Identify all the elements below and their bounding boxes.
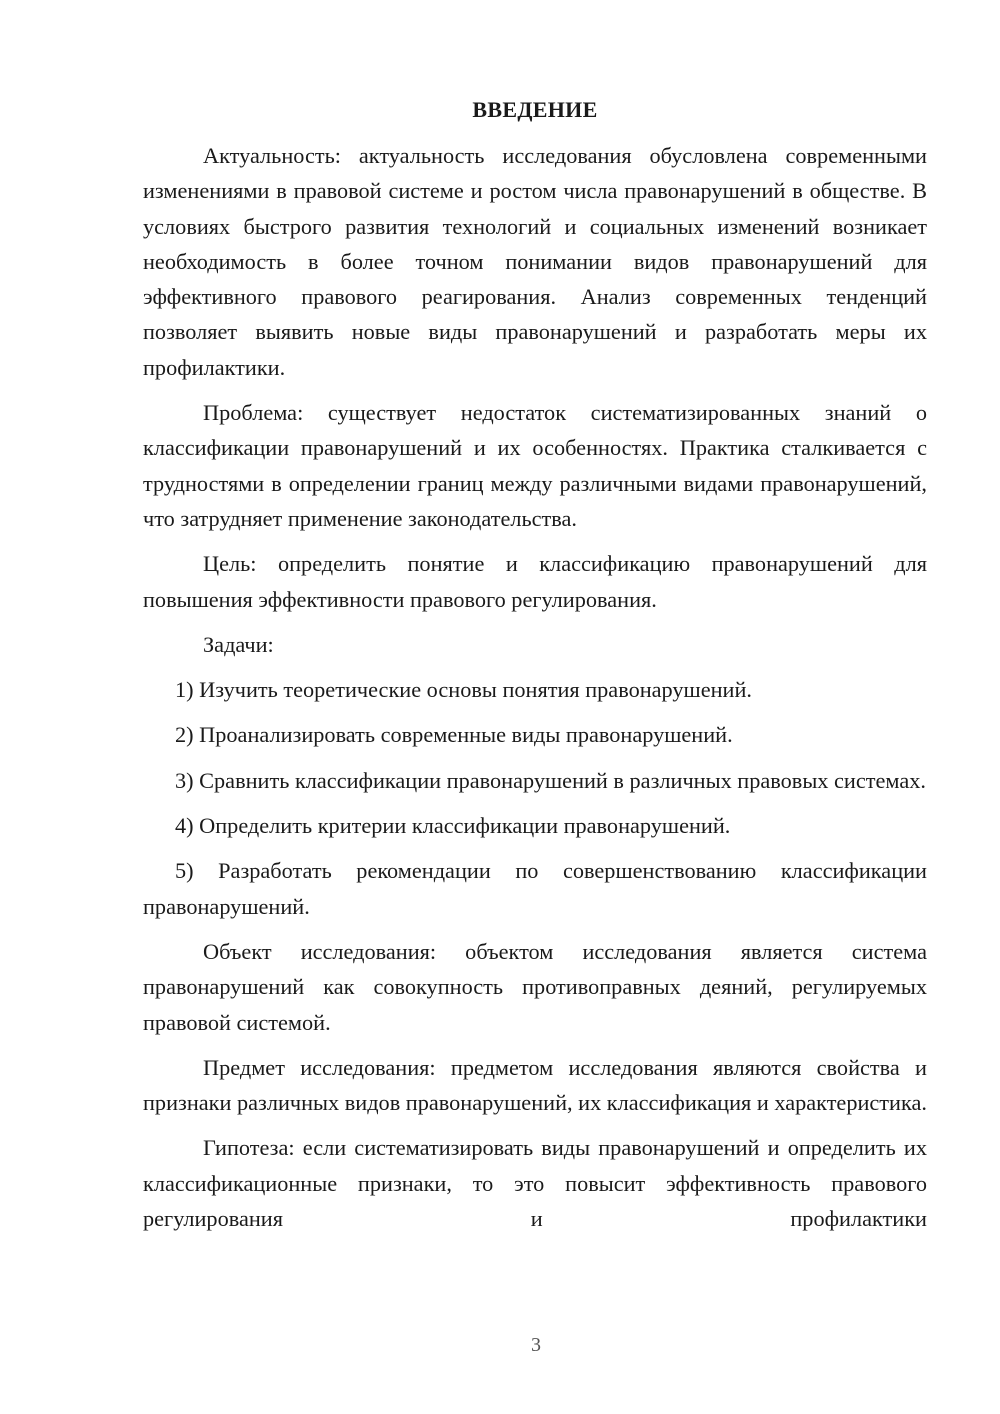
paragraph-subject: Предмет исследования: предметом исследования являются свойства и признаки различных видов правонарушений, их классификация и характеристика. [143, 1054, 927, 1116]
task-item-5: 5) Разработать рекомендации по совершенствованию классификации правонарушений. [143, 858, 927, 919]
document-body [143, 92, 927, 1246]
paragraph-problem: Проблема: существует недостаток систематизированных знаний о классификации правонарушений и их особенностях. Практика сталкивается с трудностями в определении границ между различными видами правонарушений, что затрудняет применение законодательства. [143, 400, 927, 531]
paragraph-hypothesis: Гипотеза: если систематизировать виды правонарушений и определить их классификационные признаки, то это повысит эффективность правового регулирования и профилактики [143, 1135, 927, 1232]
paragraph-tasks-heading: Задачи: [203, 631, 274, 657]
task-item-3: 3) Сравнить классификации правонарушений в различных правовых системах. [175, 767, 926, 793]
paragraph-object: Объект исследования: объектом исследования является система правонарушений как совокупность противоправных деяний, регулируемых правовой системой. [143, 938, 927, 1035]
paragraph-relevance: Актуальность: актуальность исследования обусловлена современными изменениями в правовой системе и ростом числа правонарушений в обществе. В условиях быстрого развития технологий и социальных изменений возникает необходимость в более точном понимании видов правонарушений для эффективного правового реагирования. Анализ современных тенденций позволяет выявить новые виды правонарушений и разработать меры их профилактики. [143, 143, 927, 380]
task-item-2: 2) Проанализировать современные виды правонарушений. [175, 722, 733, 748]
page-number: 3 [531, 1334, 541, 1356]
paragraph-goal: Цель: определить понятие и классификацию правонарушений для повышения эффективности правового регулирования. [143, 551, 927, 612]
task-item-1: 1) Изучить теоретические основы понятия правонарушений. [175, 677, 752, 703]
section-title: ВВЕДЕНИЕ [472, 97, 598, 122]
task-item-4: 4) Определить критерии классификации правонарушений. [175, 813, 731, 839]
